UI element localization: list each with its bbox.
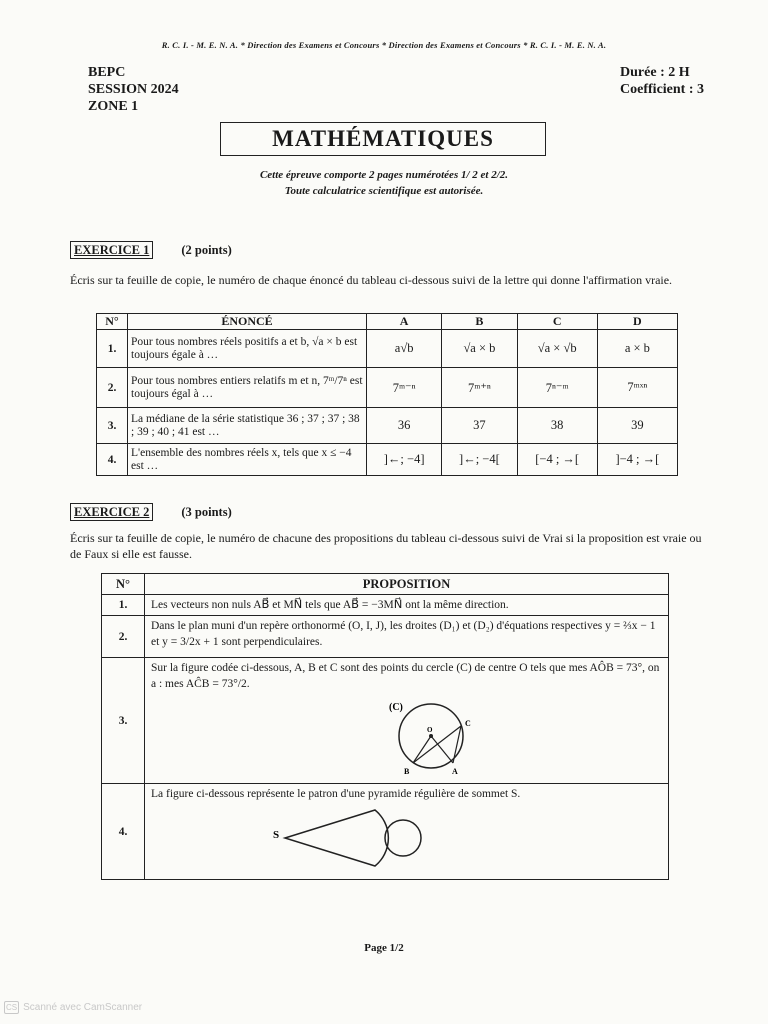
col-c: C	[517, 314, 597, 330]
camscanner-text: Scanné avec CamScanner	[23, 1002, 143, 1013]
col-b: B	[442, 314, 517, 330]
proposition-with-figure	[145, 784, 669, 880]
label-b: B	[404, 767, 410, 776]
proposition-with-figure	[145, 658, 669, 784]
row-number: 3.	[102, 658, 145, 784]
exercise-1-heading	[70, 241, 232, 259]
page-number: Page 1/2	[364, 942, 404, 954]
proposition: Dans le plan muni d'un repère orthonormé (O, I, J), les droites (D₁) et (D₂) d'équations respectives y = ⅔x − 1 et y = 3/2x + 1 sont perpendiculaires.	[145, 616, 669, 658]
proposition: La figure ci-dessous représente le patron d'une pyramide régulière de sommet S.	[151, 788, 521, 800]
table-header-row	[97, 314, 678, 330]
table-row	[102, 784, 669, 880]
statement: La médiane de la série statistique 36 ; 37 ; 37 ; 38 ; 39 ; 40 ; 41 est …	[128, 408, 367, 444]
exercise-1-table	[96, 313, 678, 476]
statement: Pour tous nombres réels positifs a et b, √a × b est toujours égale à …	[128, 330, 367, 368]
table-row	[102, 658, 669, 784]
exercise-2-heading	[70, 503, 232, 521]
table-row	[97, 330, 678, 368]
exam-session: SESSION 2024	[88, 82, 179, 97]
answer-b: 37	[442, 408, 517, 444]
answer-a: ]←; −4]	[367, 444, 442, 476]
label-o: O	[427, 726, 433, 734]
table-row	[97, 444, 678, 476]
row-number: 2.	[102, 616, 145, 658]
table-row	[102, 595, 669, 616]
row-number: 1.	[97, 330, 128, 368]
row-number: 4.	[97, 444, 128, 476]
answer-b: √a × b	[442, 330, 517, 368]
row-number: 4.	[102, 784, 145, 880]
statement: Pour tous nombres entiers relatifs m et n, 7ᵐ/7ⁿ est toujours égal à …	[128, 368, 367, 408]
exercise-2-points: (3 points)	[181, 504, 232, 519]
answer-b: ]←; −4[	[442, 444, 517, 476]
row-number: 3.	[97, 408, 128, 444]
exercise-1-points: (2 points)	[181, 242, 232, 257]
exercise-2-table	[101, 573, 669, 880]
center-o	[429, 734, 433, 738]
segment-bo	[413, 736, 431, 763]
col-enonce: ÉNONCÉ	[128, 314, 367, 330]
table-row	[97, 368, 678, 408]
col-num: N°	[97, 314, 128, 330]
exam-info	[88, 64, 179, 115]
statement: L'ensemble des nombres réels x, tels que x ≤ −4 est …	[128, 444, 367, 476]
label-a: A	[452, 767, 458, 776]
duration: Durée : 2 H	[620, 65, 690, 80]
circle-figure	[373, 696, 483, 778]
table-row	[102, 616, 669, 658]
answer-d: a × b	[597, 330, 677, 368]
col-num: N°	[102, 574, 145, 595]
proposition: Les vecteurs non nuls AB⃗ et MN⃗ tels que AB⃗ = −3MN⃗ ont la même direction.	[145, 595, 669, 616]
answer-c: 38	[517, 408, 597, 444]
answer-d: 7ᵐˣⁿ	[597, 368, 677, 408]
answer-a: 36	[367, 408, 442, 444]
exam-name: BEPC	[88, 65, 126, 80]
exercise-2-label: EXERCICE 2	[70, 503, 153, 521]
answer-a: 7ᵐ⁻ⁿ	[367, 368, 442, 408]
label-s: S	[273, 829, 280, 841]
page-title: MATHÉMATIQUES	[220, 122, 546, 156]
answer-c: 7ⁿ⁻ᵐ	[517, 368, 597, 408]
label-c: C	[465, 719, 471, 728]
header-line: R. C. I. - M. E. N. A. * Direction des Examens et Concours * Direction des Examens et Concours * R. C. I. - M. E. N. A.	[161, 40, 607, 50]
pyramid-base-circle	[385, 820, 421, 856]
camscanner-logo: CS	[6, 1003, 18, 1012]
exercise-1-instruction: Écris sur ta feuille de copie, le numéro de chaque énoncé du tableau ci-dessous suivi de la lettre qui donne l'affirmation vraie.	[70, 273, 673, 287]
col-a: A	[367, 314, 442, 330]
answer-d: ]−4 ; →[	[597, 444, 677, 476]
row-number: 1.	[102, 595, 145, 616]
row-number: 2.	[97, 368, 128, 408]
pyramid-net-figure	[271, 806, 441, 872]
scanner-watermark	[4, 1001, 142, 1014]
answer-c: √a × √b	[517, 330, 597, 368]
answer-b: 7ᵐ⁺ⁿ	[442, 368, 517, 408]
subtitle-calculator: Toute calculatrice scientifique est autorisée.	[284, 185, 484, 197]
table-header-row	[102, 574, 669, 595]
pyramid-lateral-face	[285, 810, 388, 866]
col-proposition: PROPOSITION	[145, 574, 669, 595]
label-circle: (C)	[389, 702, 403, 713]
proposition: Sur la figure codée ci-dessous, A, B et C sont des points du cercle (C) de centre O tels que mes AÔB = 73°, on a : mes AĈB = 73°/2.	[151, 662, 660, 690]
exam-zone: ZONE 1	[88, 99, 139, 114]
answer-d: 39	[597, 408, 677, 444]
answer-a: a√b	[367, 330, 442, 368]
col-d: D	[597, 314, 677, 330]
table-row	[97, 408, 678, 444]
subtitle-pages: Cette épreuve comporte 2 pages numérotées 1/ 2 et 2/2.	[259, 169, 509, 181]
answer-c: [−4 ; →[	[517, 444, 597, 476]
coefficient: Coefficient : 3	[620, 82, 704, 97]
exercise-1-label: EXERCICE 1	[70, 241, 153, 259]
exam-meta	[620, 64, 704, 98]
exercise-2-instruction: Écris sur ta feuille de copie, le numéro de chacune des propositions du tableau ci-dessous suivi de Vrai si la proposition est vraie ou de Faux si elle est fausse.	[70, 531, 702, 561]
